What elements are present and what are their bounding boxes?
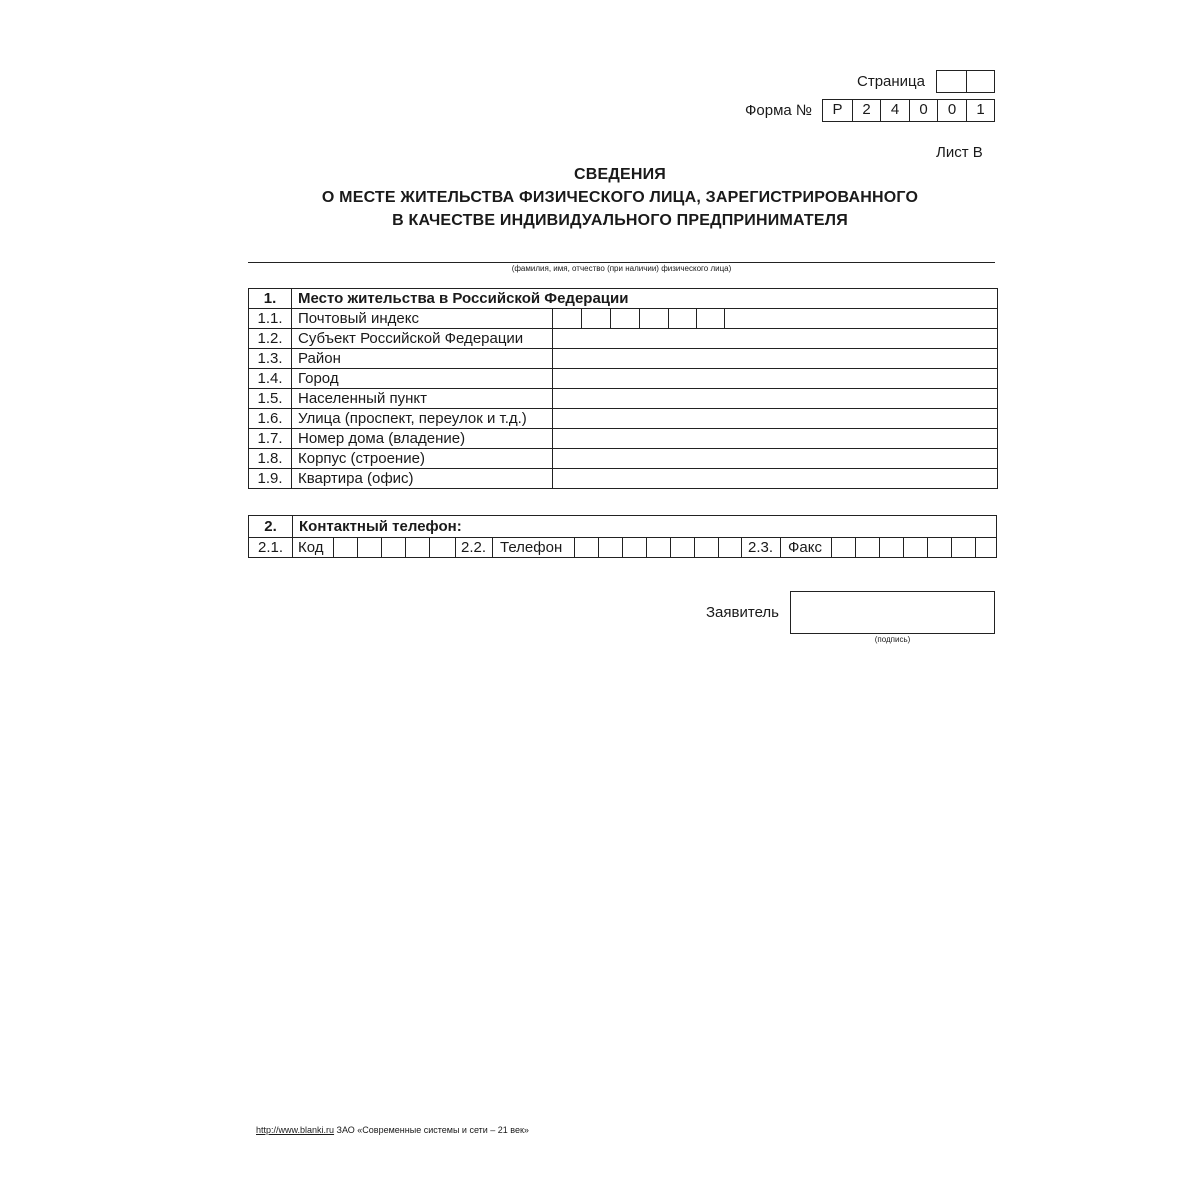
row-number: 1.4. xyxy=(249,369,292,389)
apartment-input[interactable] xyxy=(553,469,998,489)
page-label: Страница xyxy=(857,73,925,90)
contact-table xyxy=(248,515,997,558)
table-row xyxy=(249,429,998,449)
settlement-input[interactable] xyxy=(553,389,998,409)
row-label: Номер дома (владение) xyxy=(292,429,553,449)
fax-number-input[interactable] xyxy=(831,538,996,557)
footer xyxy=(256,1124,529,1136)
row-number: 2.1. xyxy=(257,539,284,556)
table-row xyxy=(249,449,998,469)
row-label: Населенный пункт xyxy=(292,389,553,409)
row-label: Почтовый индекс xyxy=(292,309,553,329)
contact-phone-row xyxy=(249,538,996,557)
footer-text: ЗАО «Современные системы и сети – 21 век» xyxy=(334,1125,529,1135)
postal-code-input[interactable] xyxy=(553,309,998,329)
form-code-char: Р xyxy=(832,101,843,118)
row-number: 1.9. xyxy=(249,469,292,489)
form-code-boxes xyxy=(822,99,995,122)
street-input[interactable] xyxy=(553,409,998,429)
table-row xyxy=(249,369,998,389)
table-row xyxy=(249,409,998,429)
city-input[interactable] xyxy=(553,369,998,389)
table-row xyxy=(249,469,998,489)
row-label: Квартира (офис) xyxy=(292,469,553,489)
row-number: 1.6. xyxy=(249,409,292,429)
row-label: Район xyxy=(292,349,553,369)
table-row xyxy=(249,309,998,329)
section-heading: Контактный телефон: xyxy=(299,518,462,535)
section-number: 2. xyxy=(249,516,293,537)
table-row xyxy=(249,389,998,409)
form-code-char: 0 xyxy=(937,100,966,122)
fax-label: Факс xyxy=(788,539,822,556)
table-row xyxy=(249,329,998,349)
full-name-field[interactable] xyxy=(248,262,995,263)
signature-box[interactable] xyxy=(790,591,995,634)
row-number: 1.7. xyxy=(249,429,292,449)
form-code-char: 0 xyxy=(909,100,937,122)
region-input[interactable] xyxy=(553,329,998,349)
area-code-label: Код xyxy=(298,539,324,556)
form-label: Форма № xyxy=(745,102,813,119)
form-code-char: 2 xyxy=(852,100,880,122)
full-name-caption: (фамилия, имя, отчество (при наличии) физического лица) xyxy=(511,264,732,273)
building-input[interactable] xyxy=(553,449,998,469)
form-title-line-2: О МЕСТЕ ЖИТЕЛЬСТВА ФИЗИЧЕСКОГО ЛИЦА, ЗАРЕГИСТРИРОВАННОГО xyxy=(321,189,919,206)
page-number-boxes[interactable] xyxy=(936,70,995,93)
phone-label: Телефон xyxy=(500,539,563,556)
page-digit-2[interactable] xyxy=(966,71,995,93)
row-number: 1.5. xyxy=(249,389,292,409)
row-number: 1.3. xyxy=(249,349,292,369)
residence-table xyxy=(248,288,998,489)
row-number: 1.1. xyxy=(249,309,292,329)
row-number: 1.8. xyxy=(249,449,292,469)
district-input[interactable] xyxy=(553,349,998,369)
form-code-char: 4 xyxy=(880,100,909,122)
applicant-label: Заявитель xyxy=(706,604,779,621)
row-number: 2.3. xyxy=(747,539,774,556)
house-number-input[interactable] xyxy=(553,429,998,449)
section-number: 1. xyxy=(249,289,292,309)
page-digit-1[interactable] xyxy=(937,71,966,93)
residence-header-row xyxy=(249,289,998,309)
signature-caption: (подпись) xyxy=(874,635,911,644)
row-label: Улица (проспект, переулок и т.д.) xyxy=(292,409,553,429)
row-label: Корпус (строение) xyxy=(292,449,553,469)
row-number: 1.2. xyxy=(249,329,292,349)
row-label: Субъект Российской Федерации xyxy=(292,329,553,349)
row-number: 2.2. xyxy=(460,539,487,556)
form-code-char: 1 xyxy=(966,100,994,122)
row-label: Город xyxy=(292,369,553,389)
footer-link[interactable]: http://www.blanki.ru xyxy=(256,1125,335,1135)
phone-number-input[interactable] xyxy=(574,538,742,557)
form-title-line-3: В КАЧЕСТВЕ ИНДИВИДУАЛЬНОГО ПРЕДПРИНИМАТЕЛЯ xyxy=(392,212,848,229)
section-heading: Место жительства в Российской Федерации xyxy=(292,289,998,309)
table-row xyxy=(249,349,998,369)
form-title-line-1: СВЕДЕНИЯ xyxy=(573,166,666,183)
sheet-label: Лист В xyxy=(936,144,983,161)
area-code-input[interactable] xyxy=(333,538,456,557)
